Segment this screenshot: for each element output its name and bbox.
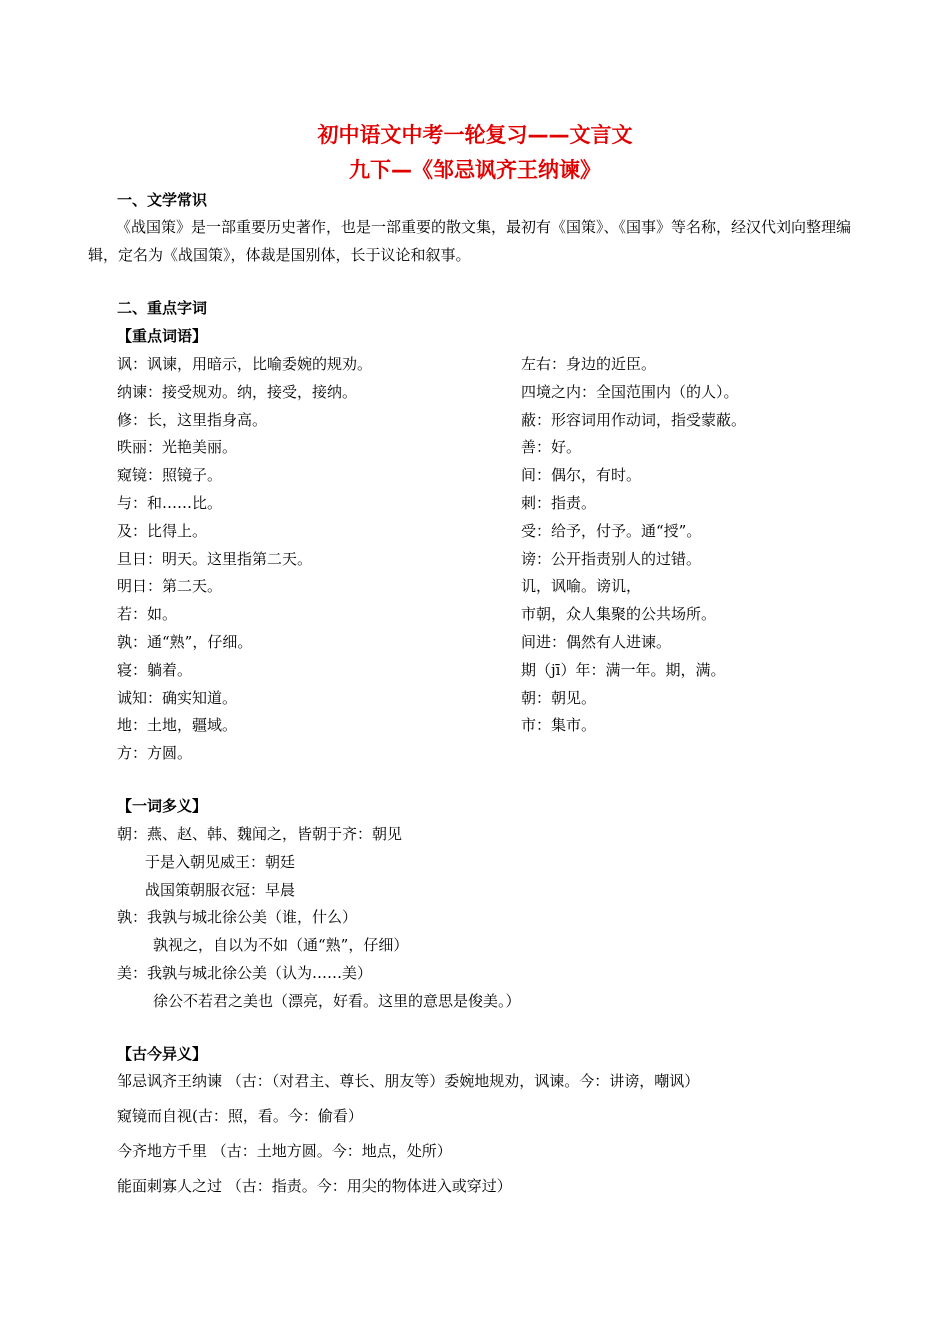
list-item: 及：比得上。: [117, 521, 208, 540]
list-item: 市朝，众人集聚的公共场所。: [521, 605, 717, 624]
list-item: 与：和……比。: [117, 494, 223, 512]
list-item: 市：集市。: [521, 716, 597, 735]
list-item: 讽：讽谏，用暗示，比喻委婉的规劝。: [117, 355, 373, 373]
list-item: 蔽：形容词用作动词，指受蒙蔽。: [521, 410, 747, 429]
list-item: 善：好。: [521, 438, 582, 457]
list-item: 窥镜：照镜子。: [117, 466, 223, 485]
list-item: 徐公不若君之美也（漂亮，好看。这里的意思是俊美。）: [153, 991, 521, 1010]
list-item: 左右：身边的近臣。: [521, 355, 657, 373]
list-item: 朝：燕、赵、韩、魏闻之，皆朝于齐：朝见: [117, 825, 403, 843]
literary-knowledge-paragraph: 《战国策》是一部重要历史著作，也是一部重要的散文集，最初有《国策》、《国事》等名称，经汉代刘向整理编辑，定名为《战国策》，体裁是国别体，长于议论和叙事。: [88, 218, 852, 264]
list-item: 能面刺寡人之过 （古：指责。今：用尖的物体进入或穿过）: [117, 1177, 512, 1195]
list-item: 谤：公开指责别人的过错。: [521, 549, 702, 568]
list-item: 孰：我孰与城北徐公美（谁，什么）: [117, 908, 358, 927]
list-item: 朝：朝见。: [521, 688, 597, 707]
list-item: 纳谏：接受规劝。纳，接受，接纳。: [117, 382, 358, 401]
list-item: 受：给予，付予。通“授”。: [521, 521, 702, 540]
list-item: 修：长，这里指身高。: [117, 410, 268, 429]
list-item: 明日：第二天。: [117, 577, 223, 596]
list-item: 若：如。: [117, 605, 178, 624]
list-item: 刺：指责。: [521, 494, 597, 512]
list-item: 昳丽：光艳美丽。: [117, 438, 238, 457]
section-heading-key-words: 二、重点字词: [117, 299, 208, 317]
list-item: 邹忌讽齐王纳谏 （古：（对君主、尊长、朋友等）委婉地规劝，讽谏。今：讲谤，嘲讽）: [117, 1072, 700, 1090]
list-item: 四境之内：全国范围内（的人）。: [521, 382, 739, 401]
list-item: 地：土地，疆域。: [117, 716, 238, 735]
list-item: 寝：躺着。: [117, 660, 193, 679]
list-item: 方：方圆。: [117, 744, 193, 763]
list-item: 孰：通“熟”，仔细。: [117, 633, 253, 651]
subheading-key-words: 【重点词语】: [117, 327, 208, 345]
list-item: 美：我孰与城北徐公美（认为……美）: [117, 964, 373, 982]
document-title-line-2: 九下—《邹忌讽齐王纳谏》: [349, 158, 601, 182]
list-item: 间进：偶然有人进谏。: [521, 633, 672, 651]
list-item: 于是入朝见威王：朝廷: [145, 852, 296, 871]
list-item: 间：偶尔，有时。: [521, 466, 642, 485]
list-item: 窥镜而自视(古：照，看。今：偷看）: [117, 1107, 363, 1125]
list-item: 诚知：确实知道。: [117, 688, 238, 707]
list-item: 旦日：明天。这里指第二天。: [117, 549, 313, 568]
list-item: 期（jī）年：满一年。期，满。: [521, 660, 726, 679]
document-title-line-1: 初中语文中考一轮复习——文言文: [317, 123, 633, 147]
list-item: 讥，讽喻。谤讥，: [521, 577, 642, 596]
subheading-ancient-modern: 【古今异义】: [117, 1045, 208, 1063]
list-item: 战国策朝服衣冠：早晨: [145, 880, 296, 899]
section-heading-literary-knowledge: 一、文学常识: [117, 191, 208, 209]
list-item: 今齐地方千里 （古：土地方圆。今：地点，处所）: [117, 1142, 452, 1160]
subheading-polysemy: 【一词多义】: [117, 797, 208, 815]
list-item: 孰视之，自以为不如（通“熟”，仔细）: [153, 936, 409, 955]
